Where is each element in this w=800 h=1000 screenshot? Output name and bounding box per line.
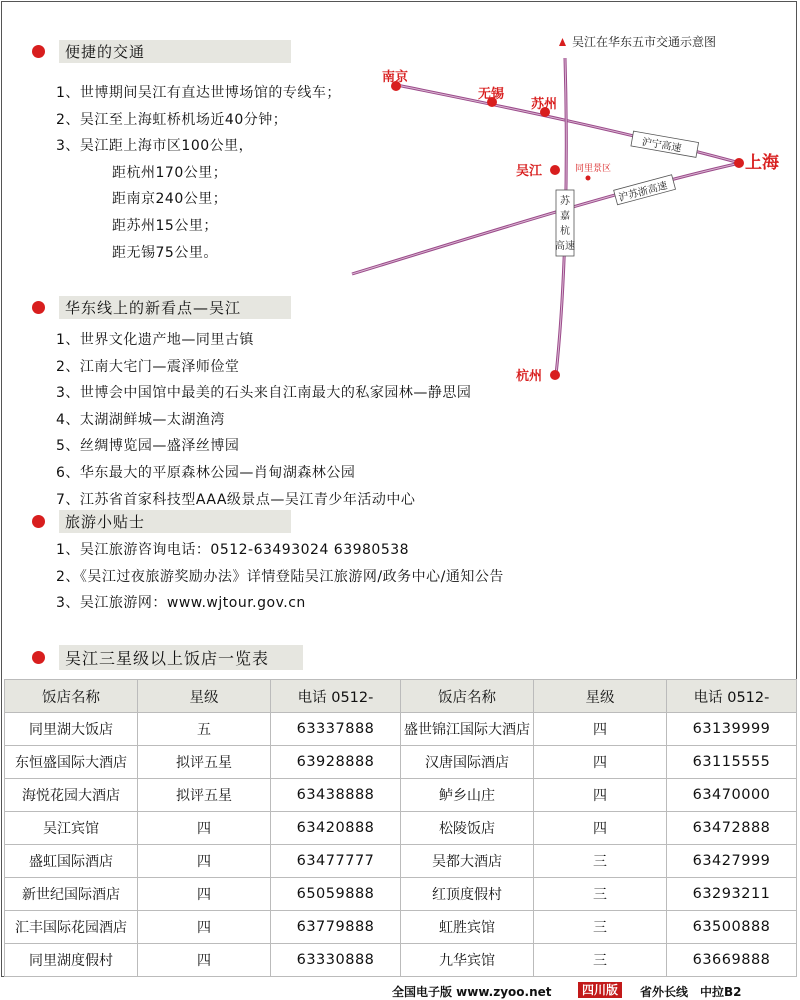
phone-cell: 63293211 [667, 878, 797, 911]
table-row [5, 812, 797, 845]
phone-cell: 63500888 [667, 911, 797, 944]
phone-cell: 63438888 [271, 779, 401, 812]
city-label-shanghai: 上海 [745, 153, 779, 173]
svg-text:沪苏浙高速: 沪苏浙高速 [617, 180, 669, 205]
phone-cell: 63477777 [271, 845, 401, 878]
column-header: 星级 [534, 680, 667, 713]
table-row [5, 713, 797, 746]
footer-edition-badge: 四川版 [578, 982, 622, 998]
bullet-dot-icon [32, 651, 45, 664]
scenic-label: 同里景区 [575, 164, 612, 174]
scenic-dot [586, 176, 591, 181]
section-transport-header [32, 40, 291, 63]
star-rating-cell: 三 [534, 845, 667, 878]
section-title: 便捷的交通 [59, 40, 291, 63]
city-dot-hangzhou [550, 370, 560, 380]
city-dot-shanghai [734, 158, 744, 168]
hotel-name-cell: 东恒盛国际大酒店 [5, 746, 138, 779]
hotel-name-cell: 汇丰国际花园酒店 [5, 911, 138, 944]
section-title: 华东线上的新看点—吴江 [59, 296, 291, 319]
list-item [56, 590, 504, 617]
svg-text:嘉 [560, 209, 570, 222]
section-highlights-header [32, 296, 291, 319]
star-rating-cell: 三 [534, 944, 667, 977]
phone-cell: 63420888 [271, 812, 401, 845]
column-header: 饭店名称 [401, 680, 534, 713]
section-title: 旅游小贴士 [59, 510, 291, 533]
star-rating-cell: 四 [138, 944, 271, 977]
list-item: 1、世界文化遗产地—同里古镇 [56, 332, 254, 348]
footer-section-text: 省外长线 中拉B2 [640, 985, 742, 999]
list-item: 距杭州170公里； [112, 164, 228, 181]
hotel-name-cell: 虹胜宾馆 [401, 911, 534, 944]
star-rating-cell: 四 [534, 713, 667, 746]
road-label-char: 杭 [560, 226, 570, 237]
list-item: 距苏州15公里； [112, 217, 218, 234]
star-rating-cell: 四 [138, 911, 271, 944]
page-footer [0, 980, 800, 1000]
road-label-su-jia-hang [555, 190, 575, 256]
table-row [5, 878, 797, 911]
hotel-name-cell: 鲈乡山庄 [401, 779, 534, 812]
map-title: 吴江在华东五市交通示意图 [572, 35, 717, 49]
table-row [5, 911, 797, 944]
hotel-name-cell: 海悦花园大酒店 [5, 779, 138, 812]
column-header: 星级 [138, 680, 271, 713]
list-item: 1、吴江旅游咨询电话：0512-63493024 63980538 [56, 542, 410, 558]
star-rating-cell: 四 [534, 779, 667, 812]
hotel-table-body [5, 713, 797, 977]
svg-text:杭 [560, 224, 570, 237]
phone-cell: 63669888 [667, 944, 797, 977]
road-label-hu-su-zhe [614, 175, 676, 205]
table-row [5, 779, 797, 812]
tips-website-text[interactable]: 3、吴江旅游网：www.wjtour.gov.cn [56, 595, 306, 612]
hotel-name-cell: 同里湖度假村 [5, 944, 138, 977]
list-item: 距无锡75公里。 [112, 244, 218, 261]
table-header-row [5, 680, 797, 713]
city-label-hangzhou: 杭州 [516, 369, 543, 384]
list-item: 2、吴江至上海虹桥机场近40分钟； [56, 111, 288, 128]
star-rating-cell: 拟评五星 [138, 779, 271, 812]
road-label-char: 高速 [555, 241, 575, 252]
svg-text:高速 [555, 239, 575, 252]
bullet-dot-icon [32, 301, 45, 314]
phone-cell: 63779888 [271, 911, 401, 944]
list-item: 7、江苏省首家科技型AAA级景点—吴江青少年活动中心 [56, 491, 416, 508]
bullet-dot-icon [32, 45, 45, 58]
svg-text:苏 [560, 194, 571, 207]
phone-cell: 63115555 [667, 746, 797, 779]
footer-site-text: 全国电子版 www.zyoo.net [392, 985, 552, 999]
hotel-name-cell: 盛虹国际酒店 [5, 845, 138, 878]
list-item: 2、《吴江过夜旅游奖励办法》详情登陆吴江旅游网/政务中心/通知公告 [56, 568, 504, 585]
road-label-char: 苏 [560, 196, 570, 207]
hotel-name-cell: 松陵饭店 [401, 812, 534, 845]
star-rating-cell: 四 [138, 878, 271, 911]
table-row [5, 746, 797, 779]
list-item: 6、华东最大的平原森林公园—肖甸湖森林公园 [56, 464, 356, 481]
star-rating-cell: 三 [534, 911, 667, 944]
phone-cell: 63337888 [271, 713, 401, 746]
section-hotels-header [32, 645, 303, 670]
star-rating-cell: 四 [138, 845, 271, 878]
list-item: 3、吴江距上海市区100公里， [56, 138, 254, 155]
table-row [5, 944, 797, 977]
phone-cell: 63472888 [667, 812, 797, 845]
column-header: 饭店名称 [5, 680, 138, 713]
hotel-name-cell: 新世纪国际酒店 [5, 878, 138, 911]
list-item: 5、丝绸博览园—盛泽丝博园 [56, 438, 240, 455]
road-hu-su-zhe [352, 163, 740, 274]
phone-cell: 63330888 [271, 944, 401, 977]
star-rating-cell: 四 [138, 812, 271, 845]
city-label-suzhou: 苏州 [531, 97, 558, 112]
list-item: 距南京240公里； [112, 191, 228, 208]
star-rating-cell: 三 [534, 878, 667, 911]
hotel-name-cell: 吴都大酒店 [401, 845, 534, 878]
section-title: 吴江三星级以上饭店一览表 [59, 645, 303, 670]
tips-list [56, 537, 504, 617]
star-rating-cell: 五 [138, 713, 271, 746]
column-header: 电话 0512- [271, 680, 401, 713]
city-label-wuxi: 无锡 [478, 87, 505, 102]
highlights-list [56, 327, 471, 513]
city-dot-wujiang [550, 165, 560, 175]
hotel-name-cell: 吴江宾馆 [5, 812, 138, 845]
hotel-name-cell: 汉唐国际酒店 [401, 746, 534, 779]
phone-cell: 63928888 [271, 746, 401, 779]
list-item: 4、太湖湖鲜城—太湖渔湾 [56, 411, 225, 428]
city-label-wujiang: 吴江 [516, 164, 543, 179]
star-rating-cell: 四 [534, 746, 667, 779]
triangle-icon [559, 38, 566, 46]
list-item: 3、世博会中国馆中最美的石头来自江南最大的私家园林—静思园 [56, 385, 472, 402]
star-rating-cell: 拟评五星 [138, 746, 271, 779]
column-header: 电话 0512- [667, 680, 797, 713]
hotel-name-cell: 红顶度假村 [401, 878, 534, 911]
road-label-char: 嘉 [560, 211, 570, 222]
hotel-table [4, 679, 797, 977]
hotel-name-cell: 九华宾馆 [401, 944, 534, 977]
city-label-nanjing: 南京 [382, 70, 409, 85]
bullet-dot-icon [32, 515, 45, 528]
list-item: 1、世博期间吴江有直达世博场馆的专线车； [56, 85, 341, 101]
svg-text:沪宁高速: 沪宁高速 [640, 136, 683, 155]
star-rating-cell: 四 [534, 812, 667, 845]
list-item: 2、江南大宅门—震泽师俭堂 [56, 358, 240, 375]
transport-list [56, 80, 341, 266]
phone-cell: 63470000 [667, 779, 797, 812]
hotel-name-cell: 盛世锦江国际大酒店 [401, 713, 534, 746]
hotel-name-cell: 同里湖大饭店 [5, 713, 138, 746]
phone-cell: 65059888 [271, 878, 401, 911]
road-label-hu-ning [631, 131, 699, 157]
table-row [5, 845, 797, 878]
phone-cell: 63139999 [667, 713, 797, 746]
phone-cell: 63427999 [667, 845, 797, 878]
section-tips-header [32, 510, 291, 533]
